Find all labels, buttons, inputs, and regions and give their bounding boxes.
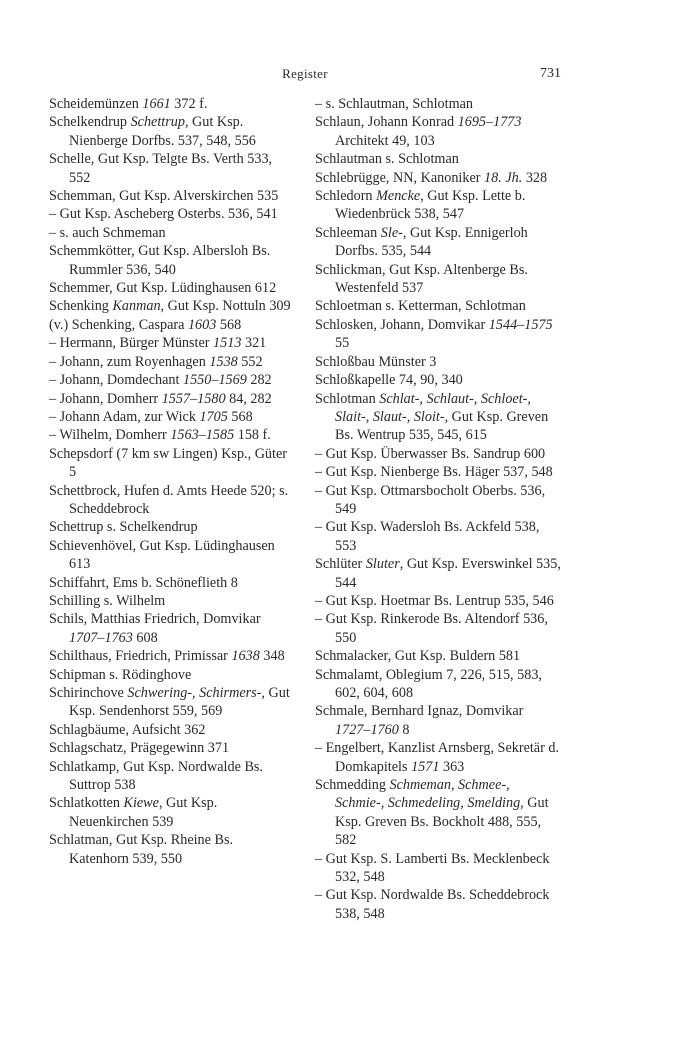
index-entry: Schenking Kanman, Gut Ksp. Nottuln 309 — [49, 298, 291, 315]
index-entry: Schipman s. Rödinghove — [49, 666, 192, 683]
index-entry: Schledorn Mencke, Gut Ksp. Lette b. Wiedenbrück 538, 547 — [315, 188, 526, 223]
index-entry: Schlickman, Gut Ksp. Altenberge Bs. Westenfeld 537 — [315, 261, 528, 297]
index-entry: – Gut Ksp. Rinkerode Bs. Altendorf 536, 550 — [315, 611, 548, 646]
index-entry: – Gut Ksp. Überwasser Bs. Sandrup 600 — [315, 445, 546, 462]
index-entry: – Hermann, Bürger Münster 1513 321 — [49, 335, 267, 352]
index-entry: Schmalacker, Gut Ksp. Buldern 581 — [315, 648, 521, 665]
index-entry: – Johann Adam, zur Wick 1705 568 — [49, 408, 253, 425]
page-number: 731 — [540, 66, 561, 81]
right-column — [315, 95, 562, 923]
index-entry: (v.) Schenking, Caspara 1603 568 — [49, 316, 242, 333]
running-title: Register — [282, 66, 328, 81]
index-entry: Schlatkamp, Gut Ksp. Nordwalde Bs. Suttrop 538 — [49, 758, 263, 794]
index-entry: – Gut Ksp. S. Lamberti Bs. Mecklenbeck 532, 548 — [315, 850, 550, 886]
index-entry: Schievenhövel, Gut Ksp. Lüdinghausen 613 — [49, 537, 275, 573]
index-entry: Schils, Matthias Friedrich, Domvikar 1707–1763 608 — [49, 611, 261, 646]
index-entry: Schiffahrt, Ems b. Schöneflieth 8 — [49, 574, 238, 591]
index-entry: Schlatman, Gut Ksp. Rheine Bs. Katenhorn 539, 550 — [49, 832, 234, 867]
index-entry: Schmale, Bernhard Ignaz, Domvikar 1727–1760 8 — [315, 703, 524, 738]
index-entry: Schmedding Schmeman, Schmee-, Schmie-, Schmedeling, Smelding, Gut Ksp. Greven Bs. Bockholt 488, 555, 582 — [315, 777, 549, 849]
index-entry: Schlagbäume, Aufsicht 362 — [49, 721, 206, 738]
index-entry: – Gut Ksp. Nienberge Bs. Häger 537, 548 — [315, 464, 553, 481]
index-entry: – s. auch Schmeman — [49, 224, 166, 241]
index-entry: Schilling s. Wilhelm — [49, 592, 166, 609]
index-entry: Schepsdorf (7 km sw Lingen) Ksp., Güter 5 — [49, 445, 287, 481]
index-entry: – Engelbert, Kanzlist Arnsberg, Sekretär d. Domkapitels 1571 363 — [315, 740, 560, 775]
index-entry: Schmalamt, Oblegium 7, 226, 515, 583, 602, 604, 608 — [315, 666, 542, 701]
index-entry: Schirinchove Schwering-, Schirmers-, Gut Ksp. Sendenhorst 559, 569 — [49, 685, 290, 720]
index-entry: Schlautman s. Schlotman — [315, 151, 459, 168]
index-entry: – Johann, Domherr 1557–1580 84, 282 — [49, 390, 272, 407]
index-entry: – Gut Ksp. Ascheberg Osterbs. 536, 541 — [49, 206, 278, 223]
index-entry: Schemmer, Gut Ksp. Lüdinghausen 612 — [49, 280, 277, 297]
index-entry: Schemmkötter, Gut Ksp. Albersloh Bs. Rummler 536, 540 — [49, 243, 271, 278]
index-entry: Schelkendrup Schettrup, Gut Ksp. Nienberge Dorfbs. 537, 548, 556 — [49, 114, 256, 149]
index-entry: – Johann, zum Royenhagen 1538 552 — [49, 353, 263, 370]
index-entry: Schettrup s. Schelkendrup — [49, 519, 198, 536]
running-head — [49, 66, 561, 86]
index-entry: – Gut Ksp. Ottmarsbocholt Oberbs. 536, 549 — [315, 482, 546, 517]
index-entry: Schilthaus, Friedrich, Primissar 1638 348 — [49, 648, 285, 665]
index-entry: – Gut Ksp. Nordwalde Bs. Scheddebrock 538, 548 — [315, 887, 550, 922]
index-entry: Schleeman Sle-, Gut Ksp. Ennigerloh Dorfbs. 535, 544 — [315, 224, 528, 260]
index-entry: Schettbrock, Hufen d. Amts Heede 520; s. Scheddebrock — [49, 482, 289, 517]
index-entry: Scheidemünzen 1661 372 f. — [49, 96, 208, 112]
index-entry: Schloetman s. Ketterman, Schlotman — [315, 298, 526, 315]
index-entry: Schloßkapelle 74, 90, 340 — [315, 372, 463, 389]
index-entry: – Gut Ksp. Wadersloh Bs. Ackfeld 538, 553 — [315, 519, 540, 554]
index-entry: – Wilhelm, Domherr 1563–1585 158 f. — [49, 427, 271, 444]
index-entry: Schlagschatz, Prägegewinn 371 — [49, 740, 230, 757]
index-entry: – Johann, Domdechant 1550–1569 282 — [49, 372, 272, 389]
index-entry: Schlaun, Johann Konrad 1695–1773 Architekt 49, 103 — [315, 114, 522, 149]
index-entry: Schlatkotten Kiewe, Gut Ksp. Neuenkirchen 539 — [49, 795, 218, 830]
index-entry: Schelle, Gut Ksp. Telgte Bs. Verth 533, 552 — [49, 151, 273, 186]
index-entry: – Gut Ksp. Hoetmar Bs. Lentrup 535, 546 — [315, 592, 554, 609]
index-entry: Schlebrügge, NN, Kanoniker 18. Jh. 328 — [315, 169, 548, 186]
index-entry: Schlotman Schlat-, Schlaut-, Schloet-, Slait-, Slaut-, Sloit-, Gut Ksp. Greven Bs. Wentrup 535, 545, 615 — [315, 390, 549, 444]
index-entry: Schlüter Sluter, Gut Ksp. Everswinkel 535, 544 — [315, 556, 561, 591]
index-entry: Schloßbau Münster 3 — [315, 353, 437, 370]
index-entry: – s. Schlautman, Schlotman — [315, 96, 474, 112]
left-column — [49, 95, 296, 868]
index-entry: Schemman, Gut Ksp. Alverskirchen 535 — [49, 188, 279, 205]
index-entry: Schlosken, Johann, Domvikar 1544–1575 55 — [315, 316, 553, 352]
